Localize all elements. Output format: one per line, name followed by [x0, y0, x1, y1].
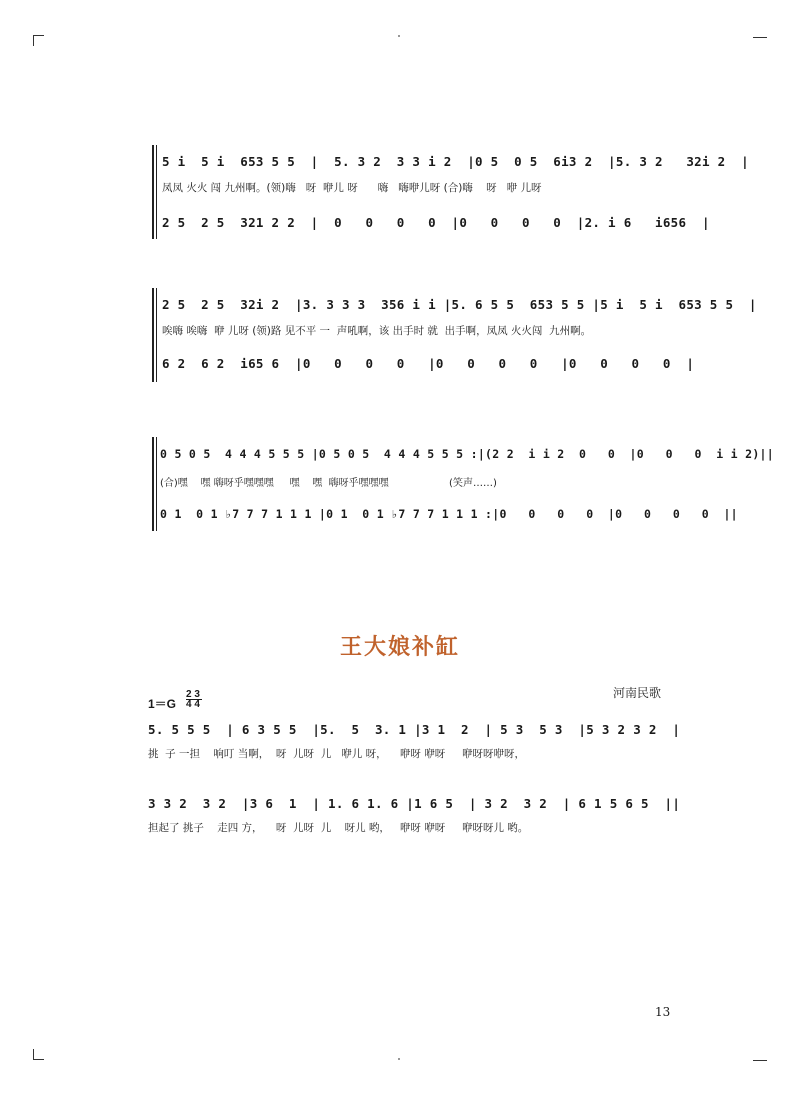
crop-mark-bottom-right	[753, 1060, 767, 1061]
system-bracket-inner	[156, 145, 157, 239]
song-melody-line-1: 5. 5 5 5 | 6 3 5 5 |5. 5 3. 1 |3 1 2 | 5 3 5 3 |5 3 2 3 2 |	[148, 722, 681, 737]
lyrics-line: (合)嘿 嘿 嗨呀乎嘿嘿嘿 嘿 嘿 嗨呀乎嘿嘿嘿 (笑声……)	[160, 478, 497, 489]
crop-mark-top-left	[33, 35, 44, 46]
melody-line: 0 5 0 5 4 4 4 5 5 5 |0 5 0 5 4 4 4 5 5 5 :|(2 2 i i 2 0 0 |0 0 0 i i 2)||	[160, 447, 775, 461]
key-signature: 1＝G	[148, 697, 177, 711]
song-melody-line-2: 3 3 2 3 2 |3 6 1 | 1. 6 1. 6 |1 6 5 | 3 2 3 2 | 6 1 5 6 5 ||	[148, 796, 681, 811]
page-number: 13	[655, 1005, 671, 1019]
melody-line: 5 i 5 i 653 5 5 | 5. 3 2 3 3 i 2 |0 5 0 5 6i3 2 |5. 3 2 32i 2 |	[162, 154, 749, 169]
time-signature-top: 2 3	[186, 689, 200, 700]
system-bracket-inner	[156, 437, 157, 531]
score-system-3	[150, 437, 775, 532]
time-signature-bottom: 4 4	[186, 699, 200, 710]
system-bracket	[152, 145, 154, 239]
system-bracket	[152, 437, 154, 531]
lyrics-line: 凤凤 火火 闯 九州啊。(领)嗨 呀 咿儿 呀 嗨 嗨咿儿呀 (合)嗨 呀 咿 儿呀	[162, 182, 542, 194]
system-bracket-inner	[156, 288, 157, 382]
accompaniment-line: 2 5 2 5 321 2 2 | 0 0 0 0 |0 0 0 0 |2. i 6 i656 |	[162, 215, 710, 230]
registration-dot	[398, 1058, 400, 1060]
crop-mark-top-right	[753, 37, 767, 38]
accompaniment-line: 0 1 0 1 ♭7 7 7 1 1 1 |0 1 0 1 ♭7 7 7 1 1 1 :|0 0 0 0 |0 0 0 0 ||	[160, 507, 738, 521]
song-origin: 河南民歌	[613, 686, 662, 700]
score-system-1	[150, 145, 749, 240]
registration-dot	[398, 35, 400, 37]
song-title: 王大娘补缸	[339, 634, 460, 660]
melody-line: 2 5 2 5 32i 2 |3. 3 3 3 356 i i |5. 6 5 5 653 5 5 |5 i 5 i 653 5 5 |	[162, 297, 757, 312]
time-signature	[186, 690, 202, 709]
crop-mark-bottom-left	[33, 1049, 44, 1060]
song-lyrics-line-2: 担起了 挑子 走四 方， 呀 儿呀 儿 呀儿 哟， 咿呀 咿呀 咿呀呀儿 哟。	[148, 822, 529, 834]
song-lyrics-line-1: 挑 子 一担 响叮 当啊， 呀 儿呀 儿 咿儿 呀， 咿呀 咿呀 咿呀呀咿呀，	[148, 748, 525, 760]
accompaniment-line: 6 2 6 2 i65 6 |0 0 0 0 |0 0 0 0 |0 0 0 0 |	[162, 356, 695, 371]
lyrics-line: 唉嗨 唉嗨 咿 儿呀 (领)路 见不平 一 声吼啊，该 出手时 就 出手啊，凤凤 火火闯 九州啊。	[162, 325, 592, 337]
system-bracket	[152, 288, 154, 382]
score-system-2	[150, 288, 757, 383]
